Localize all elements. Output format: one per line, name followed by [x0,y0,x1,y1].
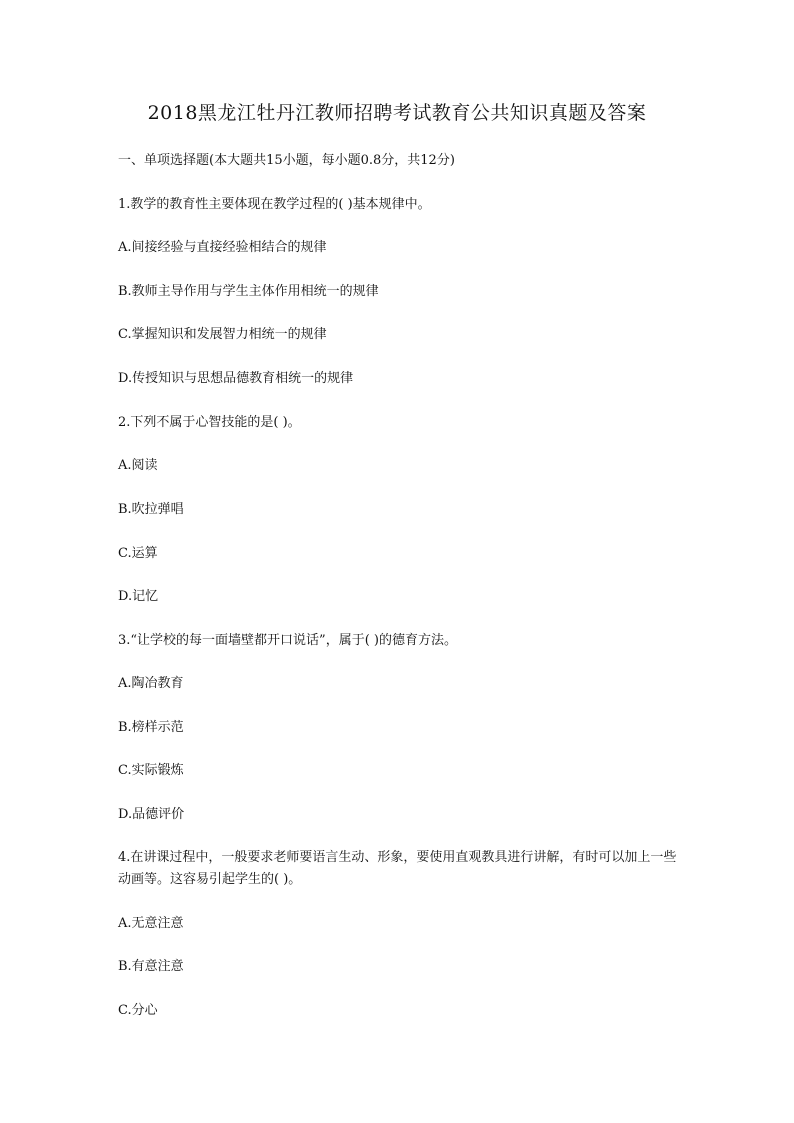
question-4-stem: 4.在讲课过程中，一般要求老师要语言生动、形象，要使用直观教具进行讲解，有时可以加上一些动画等。这容易引起学生的( )。 [118,850,677,887]
section-heading: 一、单项选择题(本大题共15小题，每小题0.8分，共12分) [118,153,455,168]
question-1-option-d: D.传授知识与思想品德教育相统一的规律 [118,371,354,386]
document-title: 2018黑龙江牡丹江教师招聘考试教育公共知识真题及答案 [147,102,647,124]
question-4-option-b: B.有意注意 [118,959,184,974]
question-4-option-c: C.分心 [118,1003,158,1018]
question-3-option-d: D.品德评价 [118,807,185,822]
question-1-stem: 1.教学的教育性主要体现在教学过程的( )基本规律中。 [118,197,431,212]
question-2-option-d: D.记忆 [118,589,159,604]
question-2-option-b: B.吹拉弹唱 [118,502,184,517]
question-2-stem: 2.下列不属于心智技能的是( )。 [118,415,301,430]
question-1-option-c: C.掌握知识和发展智力相统一的规律 [118,327,327,342]
question-3-option-a: A.陶冶教育 [118,676,184,691]
question-2-option-c: C.运算 [118,546,158,561]
question-1-option-b: B.教师主导作用与学生主体作用相统一的规律 [118,284,379,299]
question-3-option-b: B.榜样示范 [118,720,184,735]
question-4-option-a: A.无意注意 [118,916,184,931]
question-1-option-a: A.间接经验与直接经验相结合的规律 [118,240,327,255]
question-2-option-a: A.阅读 [118,458,158,473]
question-3-stem: 3.“让学校的每一面墙壁都开口说话”，属于( )的德育方法。 [118,633,457,648]
question-3-option-c: C.实际锻炼 [118,763,184,778]
